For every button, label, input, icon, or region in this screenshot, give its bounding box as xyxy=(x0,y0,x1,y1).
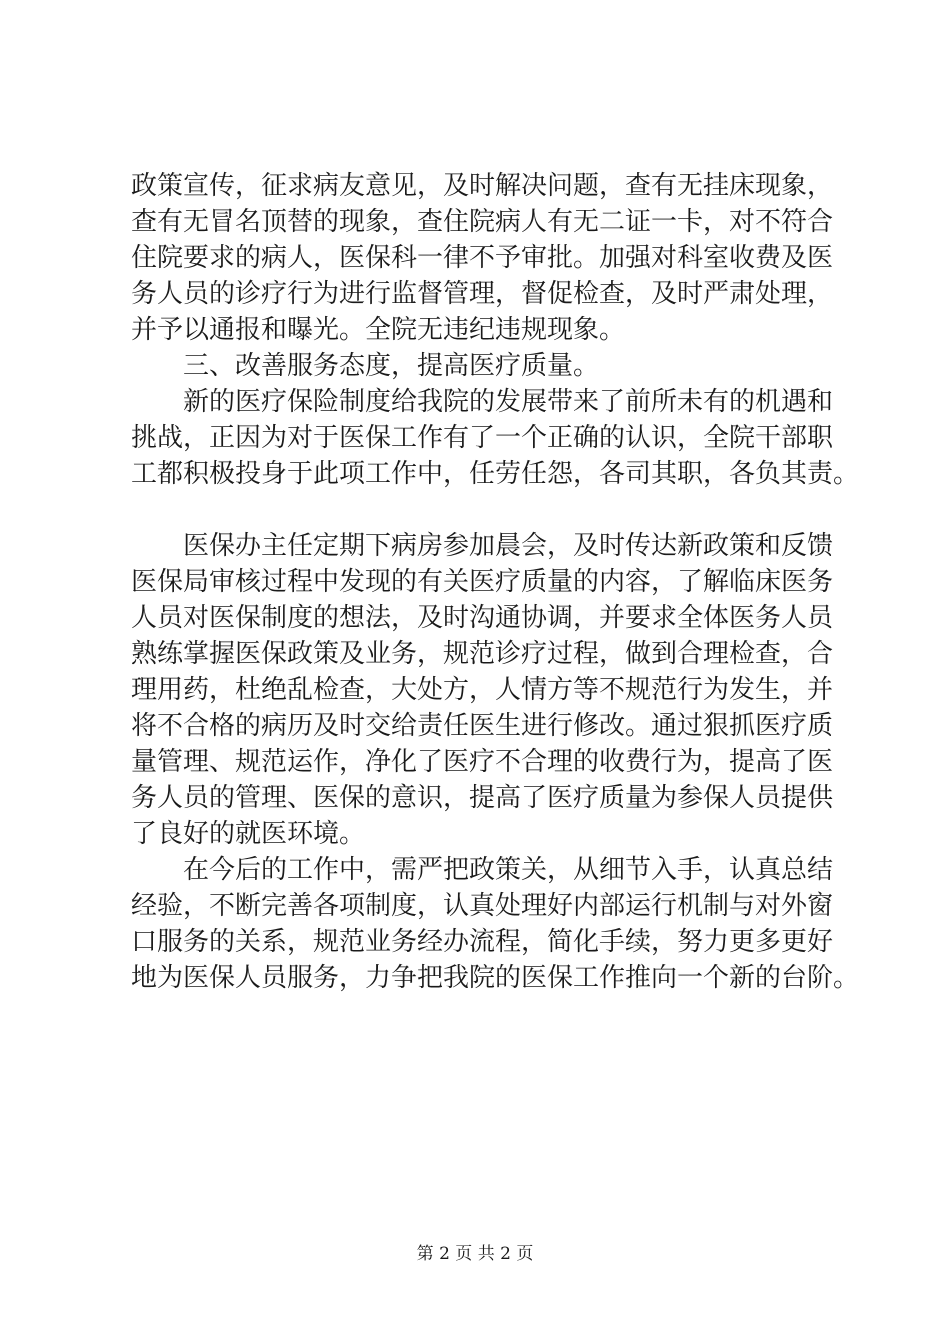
text-line: 经验，不断完善各项制度，认真处理好内部运行机制与对外窗 xyxy=(131,891,834,921)
page-footer xyxy=(0,1243,950,1265)
text-line: 了良好的就医环境。 xyxy=(131,819,366,849)
document-body xyxy=(131,168,860,996)
paragraph-gap xyxy=(131,492,831,528)
text-line: 医保办主任定期下病房参加晨会，及时传达新政策和反馈 xyxy=(183,531,834,561)
text-line: 政策宣传，征求病友意见，及时解决问题，查有无挂床现象， xyxy=(131,171,834,201)
text-line: 量管理、规范运作，净化了医疗不合理的收费行为，提高了医 xyxy=(131,747,834,777)
text-line: 在今后的工作中，需严把政策关，从细节入手，认真总结 xyxy=(183,855,834,885)
text-line: 地为医保人员服务，力争把我院的医保工作推向一个新的台阶。 xyxy=(131,963,860,993)
text-line: 工都积极投身于此项工作中，任劳任怨，各司其职，各负其责。 xyxy=(131,459,860,489)
text-line: 人员对医保制度的想法，及时沟通协调，并要求全体医务人员 xyxy=(131,603,834,633)
text-line: 口服务的关系，规范业务经办流程，简化手续，努力更多更好 xyxy=(131,927,834,957)
text-line: 将不合格的病历及时交给责任医生进行修改。通过狠抓医疗质 xyxy=(131,711,834,741)
text-line: 新的医疗保险制度给我院的发展带来了前所未有的机遇和 xyxy=(183,387,834,417)
text-line: 医保局审核过程中发现的有关医疗质量的内容，了解临床医务 xyxy=(131,567,834,597)
text-line: 务人员的管理、医保的意识，提高了医疗质量为参保人员提供 xyxy=(131,783,834,813)
text-line: 查有无冒名顶替的现象，查住院病人有无二证一卡，对不符合 xyxy=(131,207,834,237)
text-line: 并予以通报和曝光。全院无违纪违规现象。 xyxy=(131,315,626,345)
text-line: 理用药，杜绝乱检查，大处方，人情方等不规范行为发生，并 xyxy=(131,675,834,705)
page-number-label: 第 2 页 共 2 页 xyxy=(416,1244,534,1264)
text-line: 务人员的诊疗行为进行监督管理，督促检查，及时严肃处理， xyxy=(131,279,834,309)
text-line: 住院要求的病人，医保科一律不予审批。加强对科室收费及医 xyxy=(131,243,834,273)
section-heading: 三、改善服务态度，提高医疗质量。 xyxy=(183,351,600,381)
text-line: 熟练掌握医保政策及业务，规范诊疗过程，做到合理检查，合 xyxy=(131,639,834,669)
text-line: 挑战，正因为对于医保工作有了一个正确的认识，全院干部职 xyxy=(131,423,834,453)
